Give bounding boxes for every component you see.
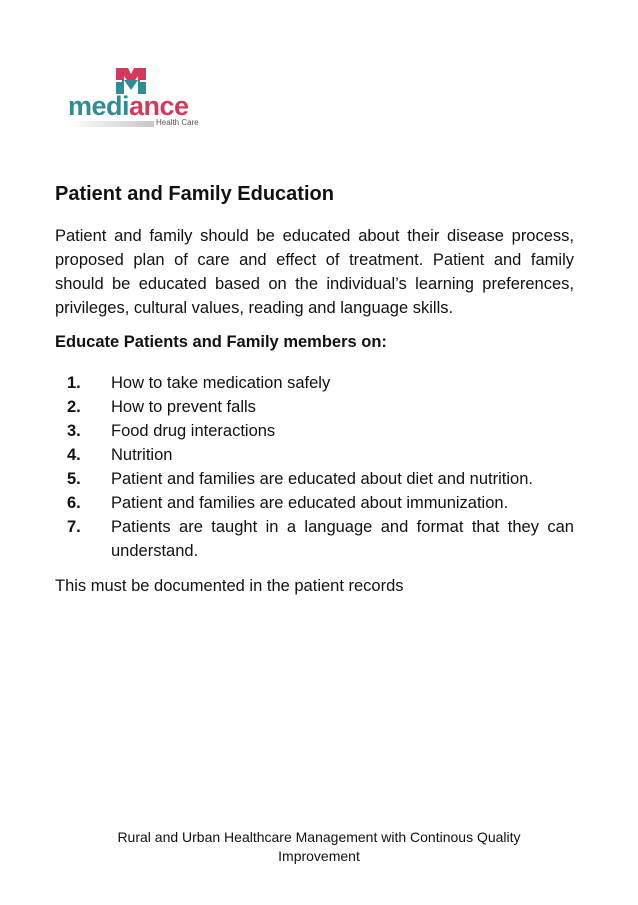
list-item: 6. Patient and families are educated about immunization. (67, 494, 509, 512)
intro-paragraph: Patient and family should be educated about their disease process, proposed plan of care and effect of treatment. Patient and family should be educated based on the individual’s learning preferences, privileges, cultural values, reading and language skills. (55, 227, 574, 317)
logo-underline-bar (68, 121, 154, 127)
list-item: 4. Nutrition (67, 446, 173, 464)
education-topics-list (55, 371, 574, 563)
page-footer (0, 828, 638, 866)
logo-subtitle: Health Care (156, 118, 199, 127)
page-title: Patient and Family Education (55, 183, 334, 205)
list-item: 3. Food drug interactions (67, 422, 276, 440)
logo-wordmark: mediance (68, 91, 189, 121)
list-item: 5. Patient and families are educated about diet and nutrition. (67, 470, 533, 488)
list-heading: Educate Patients and Family members on: (55, 333, 387, 351)
list-item: 2. How to prevent falls (67, 398, 256, 416)
list-item: 7. Patients are taught in a language and format that they can understand. (67, 518, 574, 560)
company-logo (68, 62, 208, 134)
list-item: 1. How to take medication safely (67, 374, 331, 392)
footer-text: Rural and Urban Healthcare Management with Continous Quality Improvement (117, 829, 521, 864)
closing-statement: This must be documented in the patient records (55, 577, 404, 595)
document-body (55, 180, 574, 598)
